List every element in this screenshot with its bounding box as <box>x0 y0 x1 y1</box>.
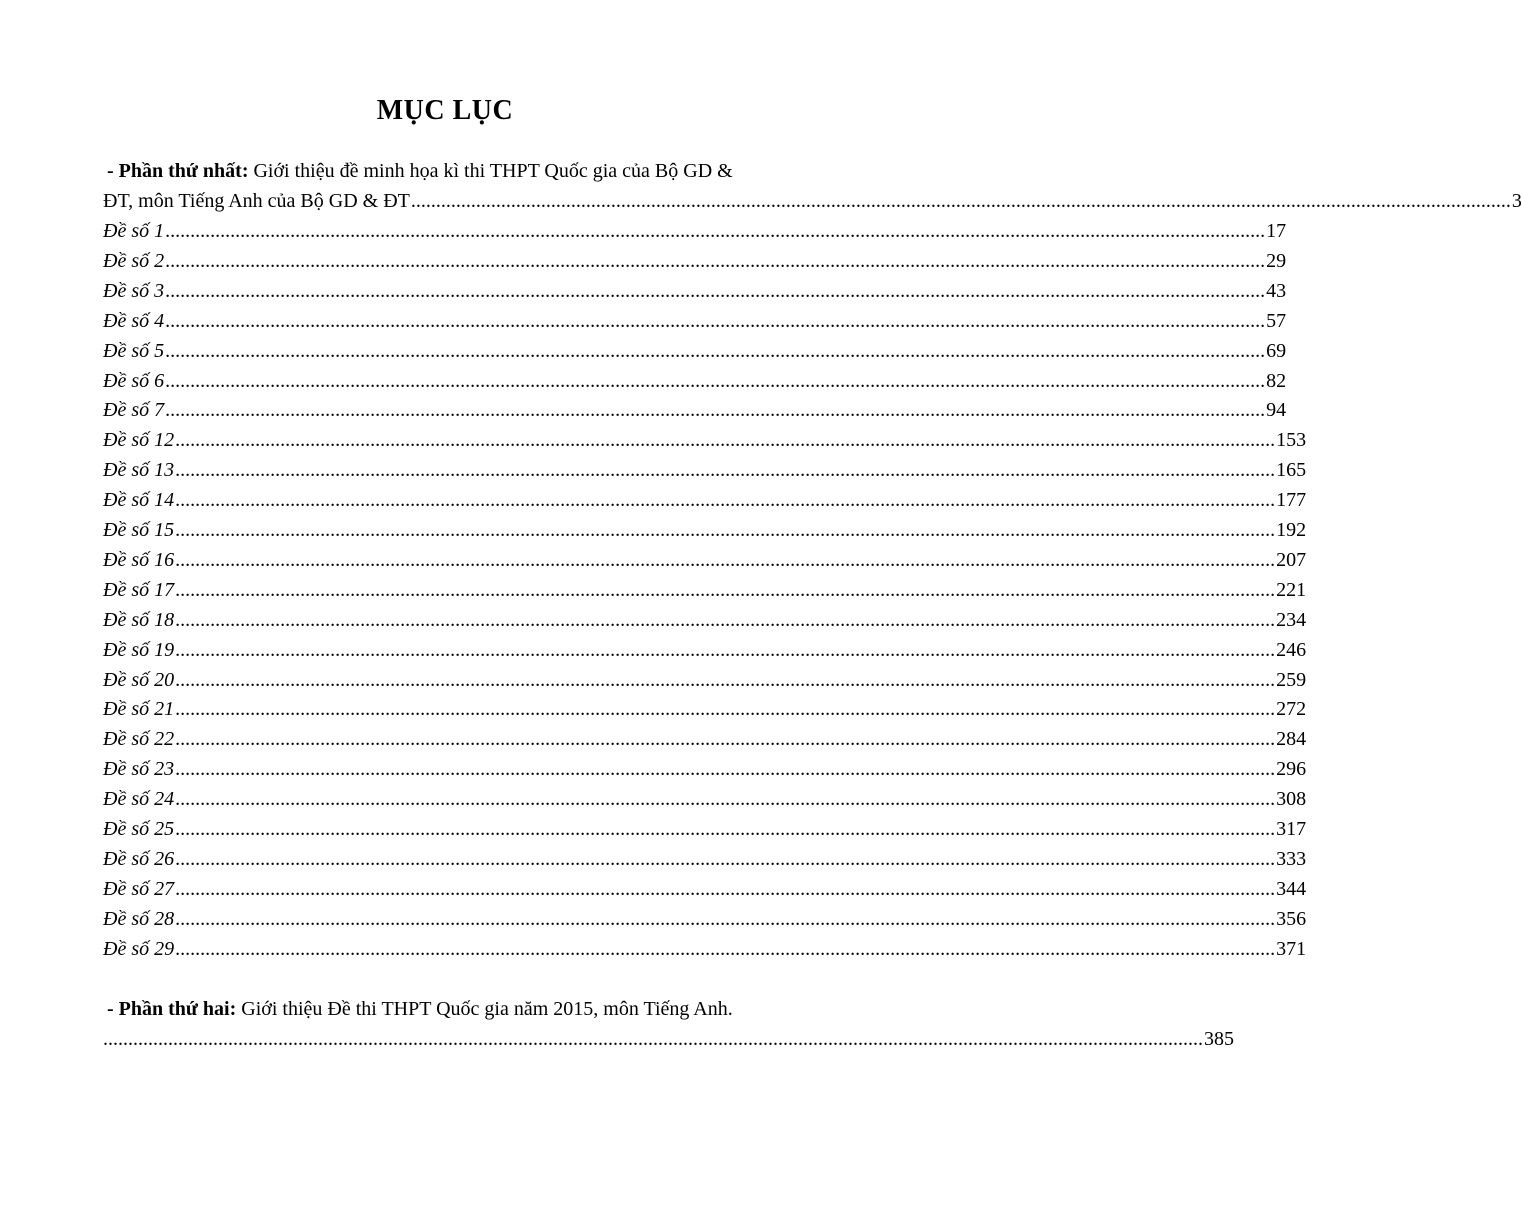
toc-entry-label: Đề số 2 <box>103 249 165 272</box>
toc-entry[interactable] <box>103 246 1287 276</box>
page-number: 43 <box>1266 279 1287 302</box>
dot-leader: ............................................................................................................................................................................................................................ <box>175 758 1276 781</box>
dot-leader: ............................................................................................................................................................................................................................ <box>175 728 1276 751</box>
dot-leader: ............................................................................................................................................................................................................................ <box>175 698 1276 721</box>
toc-entry-label: Đề số 15 <box>103 519 175 541</box>
toc-entry[interactable] <box>103 366 1287 396</box>
toc-entry[interactable] <box>103 874 1307 904</box>
toc-entry[interactable] <box>103 724 1307 754</box>
page-number: 29 <box>1266 249 1287 272</box>
dot-leader: ............................................................................................................................................................................................................................ <box>165 249 1266 272</box>
toc-entry[interactable] <box>103 934 1307 964</box>
dot-leader: ............................................................................................................................................................................................................................ <box>165 399 1266 422</box>
page-number: 259 <box>1276 668 1307 691</box>
part2-lead: - Phần thứ hai: <box>107 998 237 1020</box>
toc-entry[interactable] <box>103 216 1287 246</box>
toc-entry-label: Đề số 16 <box>103 548 175 571</box>
toc-entry[interactable] <box>103 395 1287 425</box>
dot-leader: ............................................................................................................................................................................................................................ <box>175 907 1276 930</box>
part1-lead: - Phần thứ nhất: <box>107 160 249 182</box>
page-number: 246 <box>1276 638 1307 661</box>
toc-entry[interactable] <box>103 754 1307 784</box>
toc-entry-label: Đề số 22 <box>103 728 175 751</box>
page-number: 94 <box>1266 399 1287 422</box>
dot-leader: ............................................................................................................................................................................................................................ <box>410 190 1511 212</box>
toc-entry[interactable] <box>103 336 1287 366</box>
toc-entry[interactable] <box>103 635 1307 665</box>
toc-entry[interactable] <box>103 844 1307 874</box>
dot-leader: ............................................................................................................................................................................................................................ <box>175 578 1276 601</box>
page-number: 234 <box>1276 608 1307 631</box>
page-number: 356 <box>1276 907 1307 930</box>
toc-entry[interactable] <box>103 515 1307 545</box>
page-number: 177 <box>1276 489 1307 512</box>
toc-entry[interactable] <box>103 485 1307 515</box>
toc-entry-label: Đề số 4 <box>103 309 165 332</box>
toc-entry[interactable] <box>103 605 1307 635</box>
toc-entry[interactable] <box>103 665 1307 695</box>
page-number: 69 <box>1266 339 1287 362</box>
toc-entry-label: Đề số 1 <box>103 220 165 242</box>
page-number: 82 <box>1266 369 1287 392</box>
page-number: 344 <box>1276 877 1307 900</box>
part2-toc-line[interactable] <box>103 1024 1234 1054</box>
toc-entry-label: Đề số 5 <box>103 339 165 362</box>
toc-entry[interactable] <box>103 425 1307 455</box>
part1-line2-label: ĐT, môn Tiếng Anh của Bộ GD & ĐT <box>103 190 410 212</box>
toc-entry-label: Đề số 26 <box>103 847 175 870</box>
toc-entry-label: Đề số 28 <box>103 907 175 930</box>
toc-entry-label: Đề số 21 <box>103 698 175 721</box>
toc-entry[interactable] <box>103 814 1307 844</box>
toc-entry-label: Đề số 18 <box>103 608 175 631</box>
page-number: 165 <box>1276 459 1307 482</box>
toc-entry[interactable] <box>103 545 1307 575</box>
page-number: 17 <box>1266 220 1287 242</box>
dot-leader: ............................................................................................................................................................................................................................ <box>175 847 1276 870</box>
dot-leader: ............................................................................................................................................................................................................................ <box>103 1028 1203 1050</box>
dot-leader: ............................................................................................................................................................................................................................ <box>175 937 1276 960</box>
page-number: 317 <box>1276 818 1307 840</box>
page-number: 207 <box>1276 548 1307 571</box>
dot-leader: ............................................................................................................................................................................................................................ <box>175 548 1276 571</box>
page-number: 385 <box>1204 1028 1234 1050</box>
dot-leader: ............................................................................................................................................................................................................................ <box>175 818 1276 840</box>
dot-leader: ............................................................................................................................................................................................................................ <box>165 220 1266 242</box>
toc-entry-label: Đề số 29 <box>103 937 175 960</box>
dot-leader: ............................................................................................................................................................................................................................ <box>175 788 1276 811</box>
part2-intro <box>103 994 811 1024</box>
toc-entry-label: Đề số 7 <box>103 399 165 422</box>
dot-leader: ............................................................................................................................................................................................................................ <box>165 279 1266 302</box>
toc-entry[interactable] <box>103 904 1307 934</box>
page-number: 3 <box>1511 190 1522 212</box>
toc-entry-label: Đề số 6 <box>103 369 165 392</box>
toc-entry[interactable] <box>103 694 1307 724</box>
toc-entry-label: Đề số 19 <box>103 638 175 661</box>
toc-entry-label: Đề số 13 <box>103 459 175 482</box>
dot-leader: ............................................................................................................................................................................................................................ <box>175 668 1276 691</box>
dot-leader: ............................................................................................................................................................................................................................ <box>175 489 1276 512</box>
part2-text: Giới thiệu Đề thi THPT Quốc gia năm 2015, môn Tiếng Anh. <box>236 998 733 1020</box>
toc-entry-label: Đề số 17 <box>103 578 175 601</box>
toc-entry-label: Đề số 20 <box>103 668 175 691</box>
toc-entry[interactable] <box>103 784 1307 814</box>
part1-intro <box>103 156 811 186</box>
dot-leader: ............................................................................................................................................................................................................................ <box>175 638 1276 661</box>
toc-entry[interactable] <box>103 575 1307 605</box>
dot-leader: ............................................................................................................................................................................................................................ <box>175 429 1276 452</box>
page-number: 192 <box>1276 519 1307 541</box>
dot-leader: ............................................................................................................................................................................................................................ <box>165 309 1266 332</box>
dot-leader: ............................................................................................................................................................................................................................ <box>175 877 1276 900</box>
dot-leader: ............................................................................................................................................................................................................................ <box>175 608 1276 631</box>
toc-entry[interactable] <box>103 455 1307 485</box>
dot-leader: ............................................................................................................................................................................................................................ <box>165 339 1266 362</box>
page-number: 221 <box>1276 578 1307 601</box>
toc-entry-label: Đề số 27 <box>103 877 175 900</box>
part1-toc-line[interactable] <box>103 186 1522 216</box>
toc-entry-label: Đề số 24 <box>103 788 175 811</box>
toc-entry-label: Đề số 12 <box>103 429 175 452</box>
dot-leader: ............................................................................................................................................................................................................................ <box>175 519 1276 541</box>
page-number: 153 <box>1276 429 1307 452</box>
toc-entry-label: Đề số 3 <box>103 279 165 302</box>
page-title: MỤC LỤC <box>376 95 514 126</box>
toc-entry-label: Đề số 23 <box>103 758 175 781</box>
dot-leader: ............................................................................................................................................................................................................................ <box>175 459 1276 482</box>
toc-entry[interactable] <box>103 276 1287 306</box>
page-number: 296 <box>1276 758 1307 781</box>
page-number: 272 <box>1276 698 1307 721</box>
page-number: 308 <box>1276 788 1307 811</box>
dot-leader: ............................................................................................................................................................................................................................ <box>165 369 1266 392</box>
page-number: 333 <box>1276 847 1307 870</box>
toc-entry-label: Đề số 14 <box>103 489 175 512</box>
part1-text-line1: Giới thiệu đề minh họa kì thi THPT Quốc gia của Bộ GD & <box>248 160 733 182</box>
toc-entry-label: Đề số 25 <box>103 818 175 840</box>
page-number: 371 <box>1276 937 1307 960</box>
page-number: 57 <box>1266 309 1287 332</box>
page-number: 284 <box>1276 728 1307 751</box>
toc-entry[interactable] <box>103 306 1287 336</box>
